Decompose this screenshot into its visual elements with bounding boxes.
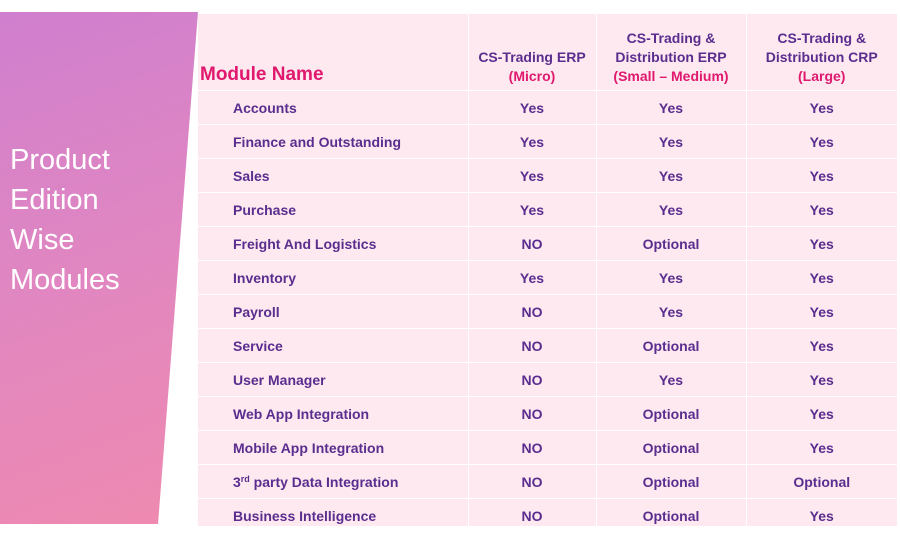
availability-cell: Yes — [596, 125, 746, 159]
table-row — [198, 261, 897, 295]
edition-header-line: Distribution CRP — [765, 49, 878, 65]
edition-size: (Micro) — [508, 68, 556, 84]
availability-cell: Yes — [596, 91, 746, 125]
availability-cell: Yes — [596, 193, 746, 227]
availability-cell: Yes — [746, 125, 897, 159]
availability-cell: Yes — [468, 159, 596, 193]
module-name-cell: Business Intelligence — [198, 499, 468, 533]
availability-cell: Yes — [746, 261, 897, 295]
table-row — [198, 431, 897, 465]
module-name-cell: Web App Integration — [198, 397, 468, 431]
availability-cell: NO — [468, 295, 596, 329]
availability-cell: Yes — [746, 159, 897, 193]
availability-cell: NO — [468, 227, 596, 261]
availability-cell: Yes — [746, 329, 897, 363]
table-row — [198, 91, 897, 125]
availability-cell: Optional — [746, 465, 897, 499]
availability-cell: Yes — [746, 227, 897, 261]
module-name-cell: Accounts — [198, 91, 468, 125]
availability-cell: Yes — [596, 363, 746, 397]
availability-cell: NO — [468, 465, 596, 499]
module-name-cell: Freight And Logistics — [198, 227, 468, 261]
availability-cell: Optional — [596, 431, 746, 465]
table-row — [198, 193, 897, 227]
availability-cell: Yes — [468, 261, 596, 295]
module-name-part: party Data Integration — [249, 473, 399, 490]
availability-cell: Yes — [596, 159, 746, 193]
edition-table-container — [198, 14, 897, 526]
availability-cell: Yes — [746, 397, 897, 431]
module-name-header: Module Name — [200, 64, 324, 85]
availability-cell: NO — [468, 397, 596, 431]
availability-cell: NO — [468, 363, 596, 397]
module-name-cell: Payroll — [198, 295, 468, 329]
availability-cell: Optional — [596, 397, 746, 431]
edition-header-line: CS-Trading & — [777, 30, 867, 46]
availability-cell: Yes — [746, 431, 897, 465]
availability-cell: NO — [468, 329, 596, 363]
table-row — [198, 397, 897, 431]
module-name-cell: Inventory — [198, 261, 468, 295]
module-name-cell: Purchase — [198, 193, 468, 227]
edition-header-micro — [468, 14, 596, 91]
side-title-line: Wise — [10, 224, 75, 256]
table-row — [198, 227, 897, 261]
availability-cell: Yes — [468, 91, 596, 125]
table-row — [198, 465, 897, 499]
module-name-cell: Mobile App Integration — [198, 431, 468, 465]
table-header-row — [198, 14, 897, 91]
table-row — [198, 329, 897, 363]
edition-size: (Small – Medium) — [613, 68, 729, 84]
table-row — [198, 499, 897, 533]
module-name-sup: rd — [240, 473, 250, 484]
availability-cell: NO — [468, 431, 596, 465]
table-row — [198, 363, 897, 397]
side-title-line: Modules — [10, 264, 120, 296]
edition-size: (Large) — [798, 68, 846, 84]
table-row — [198, 125, 897, 159]
edition-modules-table — [198, 14, 897, 532]
availability-cell: Yes — [596, 261, 746, 295]
edition-header-line: Distribution ERP — [615, 49, 727, 65]
availability-cell: Yes — [746, 193, 897, 227]
availability-cell: Yes — [746, 499, 897, 533]
table-body — [198, 91, 897, 533]
availability-cell: NO — [468, 499, 596, 533]
availability-cell: Yes — [468, 125, 596, 159]
availability-cell: Yes — [468, 193, 596, 227]
module-name-cell: Service — [198, 329, 468, 363]
availability-cell: Yes — [746, 295, 897, 329]
availability-cell: Optional — [596, 499, 746, 533]
edition-header-line: CS-Trading ERP — [478, 49, 586, 65]
module-name-cell: User Manager — [198, 363, 468, 397]
edition-header-line: CS-Trading & — [626, 30, 716, 46]
edition-header-small-medium — [596, 14, 746, 91]
table-row — [198, 295, 897, 329]
availability-cell: Optional — [596, 227, 746, 261]
table-row — [198, 159, 897, 193]
availability-cell: Optional — [596, 465, 746, 499]
availability-cell: Yes — [746, 91, 897, 125]
module-name-cell: Sales — [198, 159, 468, 193]
availability-cell: Yes — [746, 363, 897, 397]
module-name-part: 3 — [233, 473, 241, 490]
module-name-cell — [198, 465, 468, 499]
module-name-cell: Finance and Outstanding — [198, 125, 468, 159]
side-title — [10, 140, 170, 300]
edition-header-large — [746, 14, 897, 91]
availability-cell: Yes — [596, 295, 746, 329]
availability-cell: Optional — [596, 329, 746, 363]
side-title-line: Product — [10, 144, 110, 176]
side-title-line: Edition — [10, 184, 99, 216]
